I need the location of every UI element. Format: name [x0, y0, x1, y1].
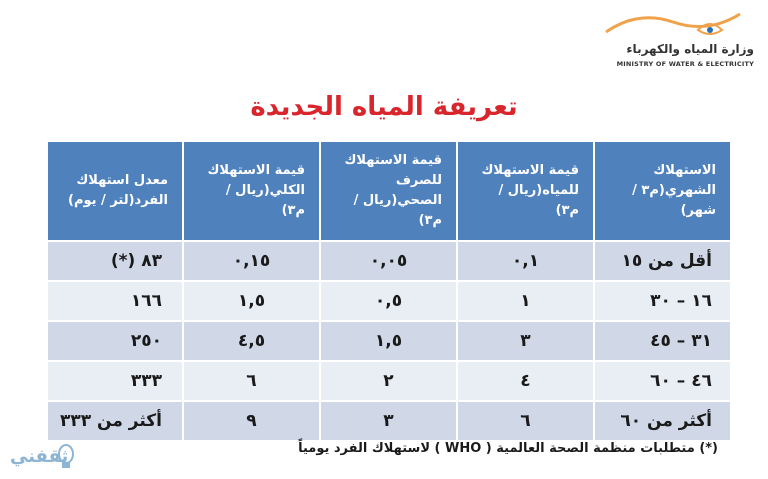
cell-water: ٦ — [457, 401, 594, 441]
cell-consumption: ٣١ – ٤٥ — [594, 321, 731, 361]
cell-water: ٤ — [457, 361, 594, 401]
water-tariff-table — [46, 140, 732, 442]
who-footnote: (*) متطلبات منظمة الصحة العالمية ( WHO ) لاستهلاك الفرد يومياً — [298, 441, 718, 456]
cell-water: ٣ — [457, 321, 594, 361]
header-water-value — [457, 141, 594, 241]
cell-total: ٠,١٥ — [183, 241, 320, 281]
header-unit: (م٣ / شهر) — [632, 182, 716, 219]
page-title: تعريفة المياه الجديدة — [250, 92, 518, 122]
cell-sewage: ١,٥ — [320, 321, 457, 361]
header-line: قيمة الاستهلاك الكلي — [207, 162, 305, 198]
cell-per-person: ١٦٦ — [47, 281, 183, 321]
header-sewage-value — [320, 141, 457, 241]
header-monthly-consumption — [594, 141, 731, 241]
cell-consumption: أقل من ١٥ — [594, 241, 731, 281]
header-line: معدل استهلاك الفرد — [76, 172, 168, 208]
cell-sewage: ٠,٠٥ — [320, 241, 457, 281]
header-total-value — [183, 141, 320, 241]
table-row — [47, 241, 731, 281]
cell-consumption: ٤٦ – ٦٠ — [594, 361, 731, 401]
water-drop-logo-icon — [598, 8, 748, 38]
logo-english-name: MINISTRY OF WATER & ELECTRICITY — [616, 60, 754, 68]
cell-consumption: ١٦ – ٣٠ — [594, 281, 731, 321]
cell-sewage: ٢ — [320, 361, 457, 401]
cell-per-person: ٨٣ (*) — [47, 241, 183, 281]
site-watermark — [6, 438, 76, 476]
header-unit: (ريال / م٣) — [353, 193, 442, 229]
cell-total: ١,٥ — [183, 281, 320, 321]
table-row — [47, 321, 731, 361]
cell-consumption: أكثر من ٦٠ — [594, 401, 731, 441]
cell-total: ٤,٥ — [183, 321, 320, 361]
cell-water: ١ — [457, 281, 594, 321]
cell-per-person: ٣٣٣ — [47, 361, 183, 401]
table-header-row — [47, 141, 731, 241]
watermark-text: ثقفني — [10, 446, 69, 467]
table-row — [47, 361, 731, 401]
header-line: قيمة الاستهلاك للصرف الصحي — [344, 152, 442, 208]
table-row — [47, 401, 731, 441]
cell-per-person: أكثر من ٣٣٣ — [47, 401, 183, 441]
header-unit: (لتر / يوم) — [68, 193, 135, 208]
cell-water: ٠,١ — [457, 241, 594, 281]
header-per-person-rate — [47, 141, 183, 241]
cell-total: ٩ — [183, 401, 320, 441]
cell-sewage: ٠,٥ — [320, 281, 457, 321]
cell-per-person: ٢٥٠ — [47, 321, 183, 361]
ministry-logo — [594, 8, 754, 74]
header-line: الاستهلاك الشهري — [653, 162, 716, 198]
cell-sewage: ٣ — [320, 401, 457, 441]
header-line: قيمة الاستهلاك للمياه — [481, 162, 579, 198]
logo-arabic-name: وزارة المياه والكهرباء — [626, 42, 754, 56]
table-row — [47, 281, 731, 321]
header-unit: (ريال / م٣) — [225, 182, 305, 219]
header-unit: (ريال / م٣) — [498, 182, 579, 219]
cell-total: ٦ — [183, 361, 320, 401]
